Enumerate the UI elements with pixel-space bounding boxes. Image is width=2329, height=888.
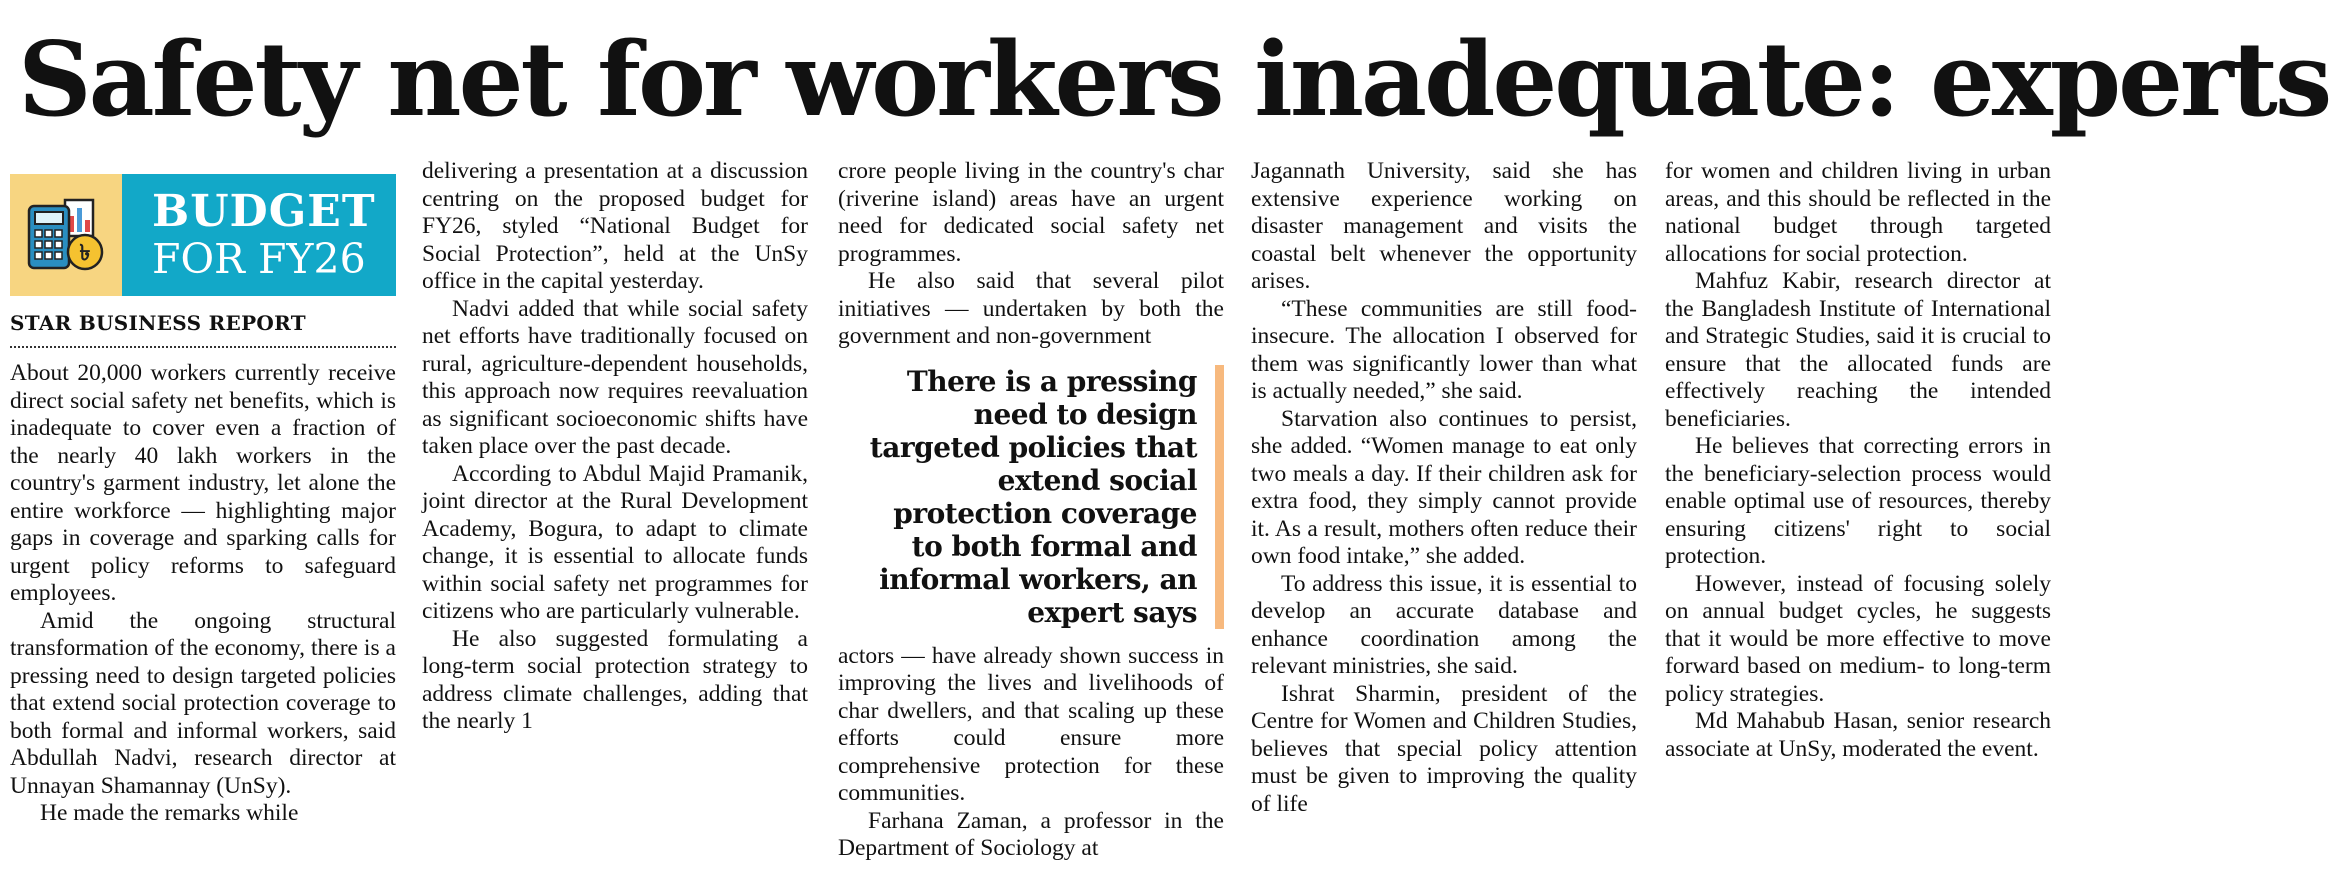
- paragraph: delivering a presentation at a discussion centring on the proposed budget for FY26, styled “National Budget for Social Protection”, held at the UnSy office in the capital yesterday.: [422, 158, 808, 294]
- paragraph: Amid the ongoing structural transformation of the economy, there is a pressing need to design targeted policies that extend social protection coverage to both formal and informal workers, said Abdullah Nadvi, research director at Unnayan Shamannay (UnSy).: [10, 607, 396, 799]
- calculator-coin-icon: [23, 192, 109, 278]
- byline: STAR BUSINESS REPORT: [10, 310, 396, 348]
- paragraph: According to Abdul Majid Pramanik, joint director at the Rural Development Academy, Bogura, to adapt to climate change, it is essential to allocate funds within social safety net programmes for citizens who are particularly vulnerable.: [422, 460, 808, 624]
- paragraph: To address this issue, it is essential to develop an accurate database and enhance coordination among the relevant ministries, she said.: [1251, 570, 1637, 679]
- badge-icon-box: [10, 174, 122, 296]
- paragraph: Farhana Zaman, a professor in the Department of Sociology at: [838, 807, 1224, 861]
- paragraph: Mahfuz Kabir, research director at the Bangladesh Institute of International and Strategic Studies, said it is crucial to ensure that the allocated funds are effectively reaching the intended beneficiaries.: [1665, 268, 2051, 432]
- paragraph: Ishrat Sharmin, president of the Centre for Women and Children Studies, believes that special policy attention must be given to improving the quality of life: [1251, 680, 1637, 817]
- article-column-1: [10, 166, 396, 828]
- paragraph: About 20,000 workers currently receive direct social safety net benefits, which is inadequate to cover even a fraction of the nearly 40 lakh workers in the country's garment industry, let alone the entire workforce — highlighting major gaps in coverage and sparking calls for urgent policy reforms to safeguard employees.: [10, 360, 396, 606]
- article-column-5: [1665, 158, 2051, 763]
- article-column-3: [838, 158, 1224, 863]
- badge-subtitle: FOR FY26: [152, 235, 366, 283]
- headline: Safety net for workers inadequate: experts: [18, 20, 2329, 140]
- paragraph: crore people living in the country's char (riverine island) areas have an urgent need for dedicated social safety net programmes.: [838, 158, 1224, 267]
- svg-text:৳: ৳: [79, 241, 91, 266]
- paragraph: He also said that several pilot initiatives — undertaken by both the government and non-government: [838, 268, 1224, 349]
- pull-quote-bar: [1215, 365, 1224, 629]
- paragraph: He also suggested formulating a long-term social protection strategy to address climate challenges, adding that the nearly 1: [422, 625, 808, 734]
- badge-text: [122, 174, 396, 296]
- paragraph: Starvation also continues to persist, she added. “Women manage to eat only two meals a day. If their children ask for extra food, they simply cannot provide it. As a result, mothers often reduce their own food intake,” she added.: [1251, 405, 1637, 569]
- paragraph: Md Mahabub Hasan, senior research associate at UnSy, moderated the event.: [1665, 708, 2051, 762]
- paragraph: Jagannath University, said she has extensive experience working on disaster management and visits the coastal belt whenever the opportunity arises.: [1251, 158, 1637, 294]
- budget-badge: [10, 174, 396, 296]
- paragraph: Nadvi added that while social safety net efforts have traditionally focused on rural, agriculture-dependent households, this approach now requires reevaluation as significant socioeconomic shifts have taken place over the past decade.: [422, 295, 808, 459]
- article-column-2: [422, 158, 808, 736]
- paragraph: for women and children living in urban areas, and this should be reflected in the national budget through targeted allocations for social protection.: [1665, 158, 2051, 267]
- article-column-4: [1251, 158, 1637, 818]
- pull-quote-text: There is a pressing need to design targeted policies that extend social protection coverage to both formal and informal workers, an expert says: [869, 364, 1197, 629]
- pull-quote: [838, 365, 1224, 629]
- paragraph: “These communities are still food-insecure. The allocation I observed for them was significantly lower than what is actually needed,” she said.: [1251, 295, 1637, 404]
- paragraph: He made the remarks while: [40, 800, 299, 826]
- paragraph: actors — have already shown success in improving the lives and livelihoods of char dwellers, and that scaling up these efforts could ensure more comprehensive protection for these communities.: [838, 642, 1224, 806]
- paragraph: He believes that correcting errors in the beneficiary-selection process would enable optimal use of resources, thereby ensuring citizens' right to social protection.: [1665, 433, 2051, 569]
- badge-title: BUDGET: [152, 186, 376, 237]
- paragraph: However, instead of focusing solely on annual budget cycles, he suggests that it would be more effective to move forward based on medium- to long-term policy strategies.: [1665, 570, 2051, 707]
